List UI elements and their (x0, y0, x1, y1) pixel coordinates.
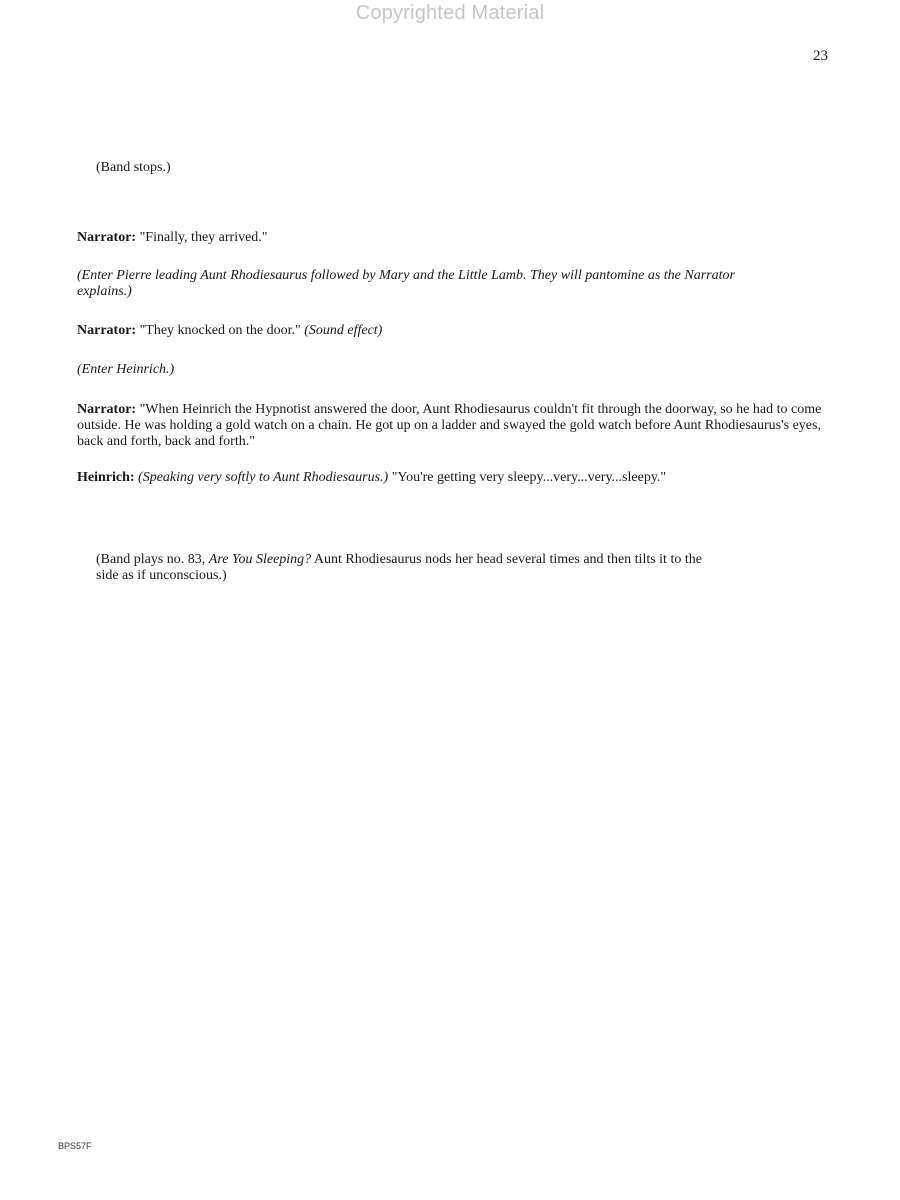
band-plays-suffix: Aunt Rhodiesaurus nods her head several times and then tilts it to the side as if unconscious.) (96, 552, 702, 583)
speaker-name: Narrator: (77, 323, 137, 338)
stage-direction-enter-heinrich: (Enter Heinrich.) (77, 362, 175, 377)
dialogue-text: "They knocked on the door." (139, 323, 301, 338)
dialogue-text: "You're getting very sleepy...very...very...sleepy." (391, 470, 667, 485)
sound-effect-direction: (Sound effect) (304, 323, 383, 338)
speaker-name: Narrator: (77, 230, 137, 245)
stage-direction-band-plays (96, 552, 706, 584)
band-plays-prefix: (Band plays no. 83, (96, 552, 206, 567)
speaker-name: Heinrich: (77, 470, 135, 485)
stage-direction-inline: (Speaking very softly to Aunt Rhodiesaurus.) (138, 470, 389, 485)
dialogue-text: "Finally, they arrived." (139, 230, 268, 245)
dialogue-line (77, 230, 822, 246)
footer-code: BPS57F (58, 1141, 92, 1151)
dialogue-line (77, 470, 822, 486)
dialogue-line (77, 402, 822, 450)
song-title: Are You Sleeping? (208, 552, 312, 567)
stage-direction-band-stops: (Band stops.) (96, 160, 171, 175)
stage-direction-enter-pierre: (Enter Pierre leading Aunt Rhodiesaurus followed by Mary and the Little Lamb. They will pantomine as the Narrator explains.) (77, 268, 735, 299)
page-number: 23 (813, 48, 828, 64)
copyright-watermark: Copyrighted Material (355, 2, 545, 24)
speaker-name: Narrator: (77, 402, 137, 417)
dialogue-text: "When Heinrich the Hypnotist answered the door, Aunt Rhodiesaurus couldn't fit through the doorway, so he had to come outside. He was holding a gold watch on a chain. He got up on a ladder and swayed the gold watch before Aunt Rhodiesaurus's eyes, back and forth, back and forth." (77, 402, 822, 449)
dialogue-line (77, 323, 822, 339)
